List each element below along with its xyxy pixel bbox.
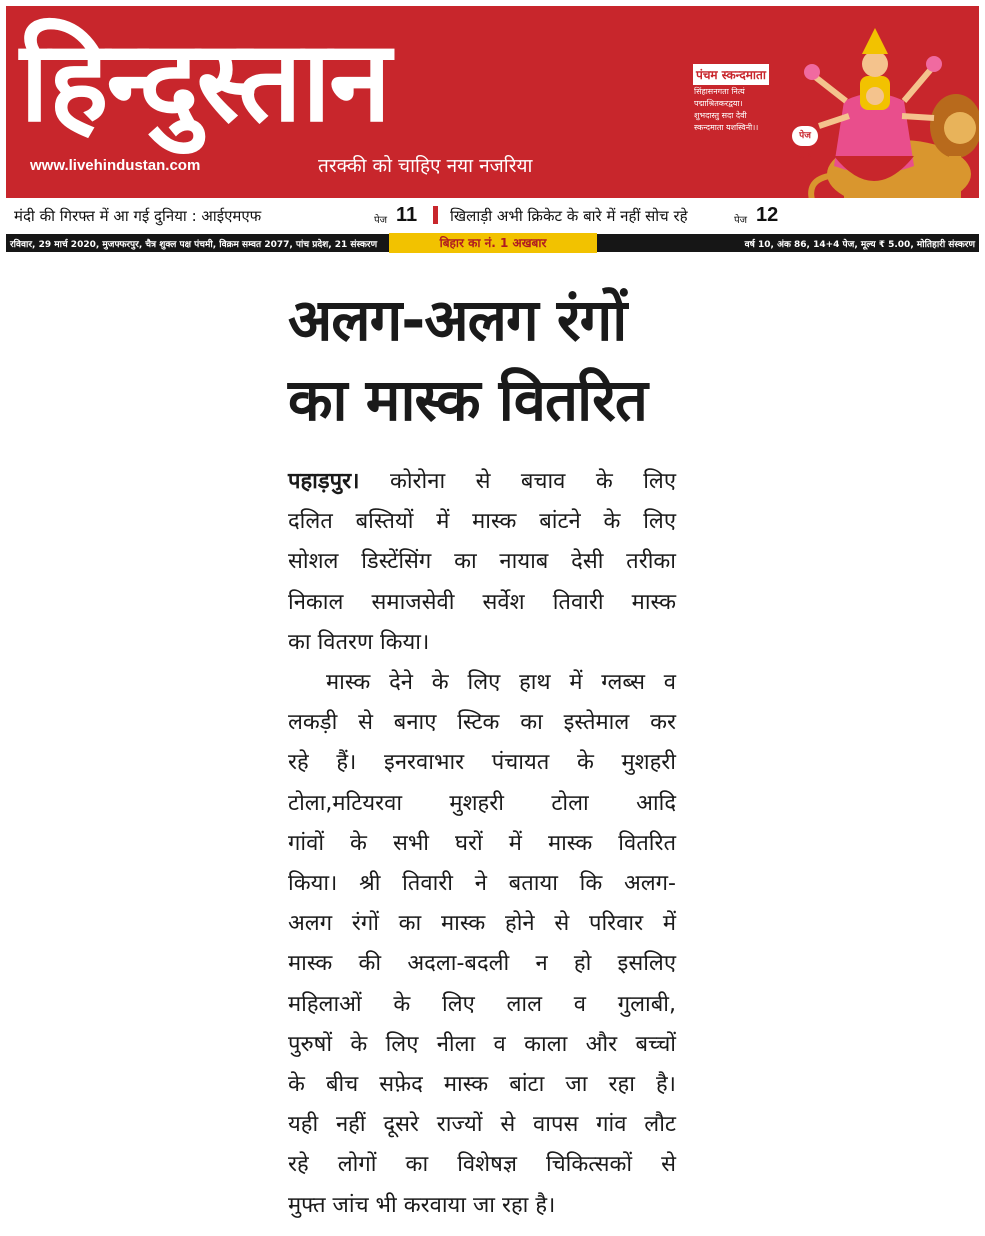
deity-title: पंचम स्कन्दमाता [693,64,769,85]
slogan-badge: बिहार का नं. 1 अखबार [389,233,597,253]
text-line: किया। श्री तिवारी ने बताया कि अलग- [288,871,676,897]
headline-ribbon [6,198,979,234]
shloka-line: स्कन्दमाता यशस्विनी।। [694,123,759,132]
text-line [288,462,676,502]
article-headline [288,280,688,440]
shloka-line: शुभदास्तु सदा देवी [694,111,747,120]
page-badge: पेज 03 [792,126,818,146]
text-line: टोला,मटियरवा मुशहरी टोला आदि [288,790,676,816]
text-line: लकड़ी से बनाए स्टिक का इस्तेमाल कर [288,710,676,736]
paragraph [288,663,676,1226]
text-line: मास्क की अदला-बदली न हो इसलिए [288,951,676,977]
tagline: तरक्की को चाहिए नया नजरिया [318,155,533,177]
page-number: 12 [756,204,779,226]
text-line: सोशल डिस्टेंसिंग का नायाब देसी तरीका [288,549,676,575]
headline-line: अलग-अलग रंगों [288,286,627,354]
text-line: के बीच सफ़ेद मास्क बांटा जा रहा है। [288,1072,676,1098]
text-line: दलित बस्तियों में मास्क बांटने के लिए [288,509,676,535]
edition-date: रविवार, 29 मार्च 2020, मुजफ्फरपुर, चैत्र शुक्ल पक्ष पंचमी, विक्रम सम्वत 2077, पांच प्रदेश, 21 संस्करण [10,240,378,250]
shloka-line: सिंहासनगता नित्यं [694,87,745,96]
shloka-line: पद्माश्रितकरद्वया। [694,99,743,108]
newspaper-logo: हिन्दुस्तान [20,16,390,147]
article-body [288,462,676,1226]
page-number: 11 [396,204,418,226]
text-line: रहे हैं। इनरवाभार पंचायत के मुशहरी [288,750,676,776]
page-label: पेज [734,215,748,226]
goddess-illustration [774,6,979,198]
text-line: अलग रंगों का मास्क होने से परिवार में [288,911,676,937]
headline-line: का मास्क वितरित [288,366,647,434]
text-line: मास्क देने के लिए हाथ में ग्लब्स व [326,670,676,696]
text-line: रहे लोगों का विशेषज्ञ चिकित्सकों से [288,1152,676,1178]
ribbon-divider [433,206,438,224]
text-line: का वितरण किया। [288,629,430,655]
text-fragment: कोरोना से बचाव के लिए [359,469,676,494]
text-line: महिलाओं के लिए लाल व गुलाबी, [288,991,676,1017]
ribbon-headline-left[interactable]: मंदी की गिरफ्त में आ गई दुनिया : आईएमएफ [14,207,262,225]
text-line: निकाल समाजसेवी सर्वेश तिवारी मास्क [288,589,676,615]
ribbon-headline-mid[interactable]: खिलाड़ी अभी क्रिकेट के बारे में नहीं सोच रहे [450,207,688,225]
edition-info: वर्ष 10, अंक 86, 14+4 पेज, मूल्य ₹ 5.00, मोतिहारी संस्करण [744,240,975,250]
dateline: पहाड़पुर। [288,469,360,494]
date-bar [6,234,979,252]
text-line: पुरुषों के लिए नीला व काला और बच्चों [288,1031,676,1057]
masthead [6,6,979,198]
text-line: गांवों के सभी घरों में मास्क वितरित [288,830,676,856]
text-line: मुफ्त जांच भी करवाया जा रहा है। [288,1192,556,1218]
paragraph [288,462,676,663]
page-label: पेज [374,215,388,226]
website-url[interactable]: www.livehindustan.com [30,157,201,174]
text-line: यही नहीं दूसरे राज्यों से वापस गांव लौट [288,1112,676,1138]
